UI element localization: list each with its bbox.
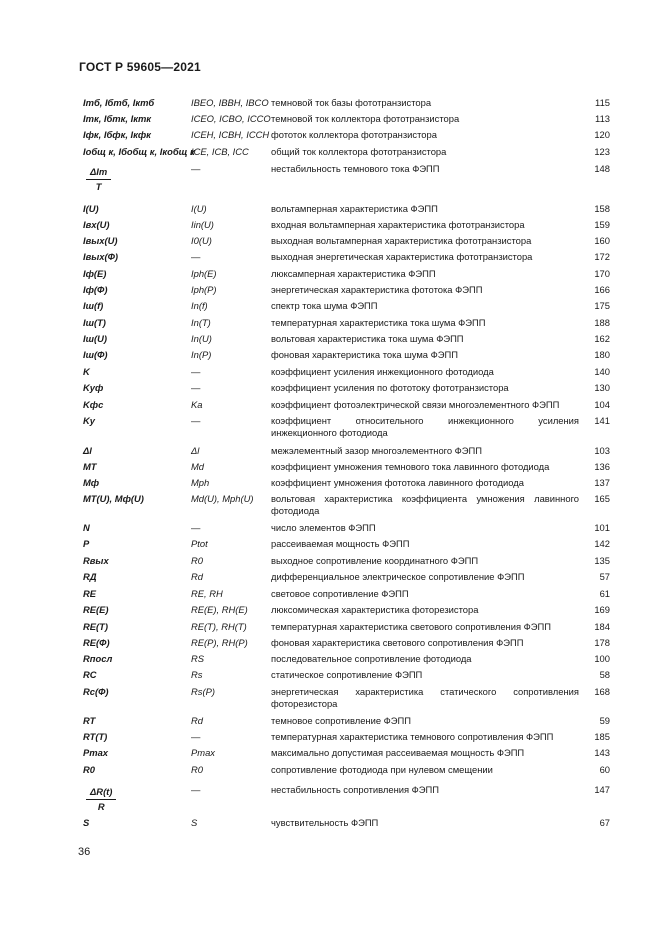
intl-symbol-cell: Iin(U) [191,219,214,230]
description-cell: дифференциальное электрическое сопротивление ФЭПП [271,571,525,582]
symbol-cell: N [83,522,90,533]
description-cell: темновой ток базы фототранзистора [271,97,432,108]
symbol-cell: RE(E) [83,604,109,615]
symbol-cell: RC [83,669,97,680]
intl-symbol-cell: In(f) [191,300,208,311]
page-ref-cell: 170 [594,268,610,279]
symbol-cell: RД [83,571,97,582]
description-cell: чувствительность ФЭПП [271,817,379,828]
page-ref-cell: 160 [594,235,610,246]
fraction-denominator: R [97,801,105,812]
intl-symbol-cell: Rs(P) [191,686,215,697]
page-ref-cell: 165 [594,493,610,504]
symbol-cell: Pmax [83,747,109,758]
page-ref-cell: 130 [594,382,610,393]
intl-symbol-cell: — [191,784,201,795]
page-ref-cell: 103 [594,445,610,456]
description-cell: коэффициент умножения темнового тока лавинного фотодиода [271,461,550,472]
symbol-cell: Iш(Ф) [83,349,108,360]
symbol-cell: Mф [83,477,100,488]
symbol-cell: Iтб, Iбтб, Iктб [83,97,155,108]
intl-symbol-cell: — [191,415,201,426]
page-ref-cell: 184 [594,621,610,632]
description-cell: максимально допустимая рассеиваемая мощность ФЭПП [271,747,525,758]
description-cell: выходная вольтамперная характеристика фототранзистора [271,235,532,246]
page-ref-cell: 61 [599,588,610,599]
symbol-cell: R0 [83,764,95,775]
description-cell: люксомическая характеристика фоторезистора [271,604,479,615]
page-ref-cell: 120 [594,129,610,140]
intl-symbol-cell: Iph(P) [191,284,217,295]
description-cell: коэффициент относительного инжекционного усиления инжекционного фотодиода [271,415,579,438]
description-cell: люксамперная характеристика ФЭПП [271,268,436,279]
page-ref-cell: 59 [599,715,610,726]
intl-symbol-cell: — [191,251,201,262]
symbol-cell: Iвх(U) [83,219,110,230]
symbol-cell: RT [83,715,96,726]
intl-symbol-cell: R0 [191,555,203,566]
description-cell: фоновая характеристика светового сопротивления ФЭПП [271,637,524,648]
page-ref-cell: 100 [594,653,610,664]
intl-symbol-cell: In(U) [191,333,212,344]
description-cell: энергетическая характеристика фототока ФЭПП [271,284,483,295]
description-cell: выходное сопротивление координатного ФЭПП [271,555,479,566]
description-cell: нестабильность сопротивления ФЭПП [271,784,440,795]
description-cell: темновое сопротивление ФЭПП [271,715,412,726]
intl-symbol-cell: — [191,366,201,377]
description-cell: последовательное сопротивление фотодиода [271,653,472,664]
intl-symbol-cell: — [191,163,201,174]
page-ref-cell: 147 [594,784,610,795]
intl-symbol-cell: Ptot [191,538,208,549]
symbol-cell: Rпосл [83,653,113,664]
intl-symbol-cell: Ka [191,399,203,410]
description-cell: фототок коллектора фототранзистора [271,129,437,140]
symbol-cell: Iвых(Ф) [83,251,119,262]
page-ref-cell: 58 [599,669,610,680]
page-number: 36 [78,846,91,858]
page-ref-cell: 113 [595,113,610,124]
description-cell: спектр тока шума ФЭПП [271,300,378,311]
description-cell: темновой ток коллектора фототранзистора [271,113,460,124]
symbol-cell: RT(T) [83,731,108,742]
description-cell: энергетическая характеристика статического сопротивления фоторезистора [271,686,579,709]
intl-symbol-cell: RS [191,653,205,664]
page-ref-cell: 148 [594,163,610,174]
intl-symbol-cell: In(T) [191,317,211,328]
symbol-cell: RE(Ф) [83,637,110,648]
symbol-cell: P [83,538,90,549]
symbol-cell: Iфк, Iбфк, Iкфк [83,129,151,140]
intl-symbol-cell: S [191,817,198,828]
symbol-cell: Kуф [83,382,104,393]
intl-symbol-cell: Δl [191,445,200,456]
description-cell: вольтовая характеристика тока шума ФЭПП [271,333,464,344]
page-ref-cell: 104 [594,399,610,410]
symbol-cell: RE(T) [83,621,108,632]
intl-symbol-cell: Pmax [191,747,215,758]
page-ref-cell: 137 [594,477,610,488]
symbol-cell: K [83,366,90,377]
intl-symbol-cell: RE(E), RH(E) [191,604,248,615]
intl-symbol-cell: — [191,731,201,742]
intl-symbol-cell: Md [191,461,205,472]
symbol-cell: S [83,817,90,828]
page-ref-cell: 178 [594,637,610,648]
intl-symbol-cell: Rs [191,669,203,680]
intl-symbol-cell: RE, RH [191,588,223,599]
page-ref-cell: 67 [599,817,610,828]
description-cell: нестабильность темнового тока ФЭПП [271,163,440,174]
description-cell: фоновая характеристика тока шума ФЭПП [271,349,458,360]
intl-symbol-cell: R0 [191,764,203,775]
intl-symbol-cell: I(U) [191,203,207,214]
description-cell: межэлементный зазор многоэлементного ФЭПП [271,445,483,456]
description-cell: температурная характеристика темнового сопротивления ФЭПП [271,731,554,742]
description-cell: вольтамперная характеристика ФЭПП [271,203,438,214]
page-ref-cell: 123 [594,146,610,157]
symbol-cell: RE [83,588,97,599]
symbol-fraction [86,166,111,193]
intl-symbol-cell: Rd [191,571,203,582]
symbol-cell: Kу [83,415,95,426]
description-cell: входная вольтамперная характеристика фототранзистора [271,219,525,230]
description-cell: коэффициент фотоэлектрической связи многоэлементного ФЭПП [271,399,560,410]
page-ref-cell: 135 [594,555,610,566]
description-cell: коэффициент усиления по фототоку фототранзистора [271,382,509,393]
intl-symbol-cell: IBEO, IBBH, IBCO [191,97,269,108]
page-ref-cell: 158 [594,203,610,214]
symbol-cell: Rc(Ф) [83,686,109,697]
description-cell: общий ток коллектора фототранзистора [271,146,447,157]
symbol-cell: Iвых(U) [83,235,118,246]
description-cell: коэффициент усиления инжекционного фотодиода [271,366,494,377]
intl-symbol-cell: — [191,382,201,393]
intl-symbol-cell: ICEH, ICBH, ICCH [191,129,270,140]
page-ref-cell: 185 [594,731,610,742]
page-ref-cell: 166 [594,284,610,295]
symbol-cell: MT(U), Mф(U) [83,493,144,504]
intl-symbol-cell: ICEO, ICBO, ICCO [191,113,271,124]
intl-symbol-cell: — [191,522,201,533]
symbol-cell: Iш(T) [83,317,106,328]
symbol-cell: Kфс [83,399,104,410]
description-cell: температурная характеристика тока шума ФЭПП [271,317,486,328]
intl-symbol-cell: RE(T), RH(T) [191,621,247,632]
description-cell: световое сопротивление ФЭПП [271,588,409,599]
page-ref-cell: 57 [599,571,610,582]
symbol-cell: Rвых [83,555,109,566]
symbol-cell: Iобщ к, Iбобщ к, Iкобщ к [83,146,195,157]
intl-symbol-cell: Md(U), Mph(U) [191,493,254,504]
intl-symbol-cell: I0(U) [191,235,212,246]
description-cell: выходная энергетическая характеристика фототранзистора [271,251,533,262]
symbol-cell: MT [83,461,97,472]
description-cell: сопротивление фотодиода при нулевом смещении [271,764,493,775]
symbol-cell: Iф(Ф) [83,284,108,295]
fraction-denominator: T [95,181,102,192]
fraction-numerator: ΔIт [86,166,111,180]
page-ref-cell: 142 [594,538,610,549]
page-ref-cell: 159 [594,219,610,230]
symbol-fraction [86,786,116,813]
page-ref-cell: 180 [594,349,610,360]
page-ref-cell: 175 [594,300,610,311]
page-ref-cell: 169 [594,604,610,615]
intl-symbol-cell: RE(P), RH(P) [191,637,248,648]
page-ref-cell: 143 [594,747,610,758]
page-ref-cell: 101 [594,522,610,533]
description-cell: рассеиваемая мощность ФЭПП [271,538,410,549]
page-ref-cell: 188 [594,317,610,328]
page-ref-cell: 140 [594,366,610,377]
page-ref-cell: 162 [594,333,610,344]
symbol-cell: Iф(E) [83,268,107,279]
symbol-cell: Iтк, Iбтк, Iктк [83,113,152,124]
intl-symbol-cell: Iph(E) [191,268,217,279]
page-ref-cell: 172 [594,251,610,262]
symbol-cell: Δl [83,445,92,456]
intl-symbol-cell: In(P) [191,349,212,360]
page-ref-cell: 141 [594,415,610,426]
intl-symbol-cell: Mph [191,477,210,488]
description-cell: коэффициент умножения фототока лавинного фотодиода [271,477,524,488]
symbol-cell: Iш(U) [83,333,107,344]
symbol-cell: Iш(f) [83,300,104,311]
document-header: ГОСТ Р 59605—2021 [79,60,201,74]
intl-symbol-cell: Rd [191,715,203,726]
description-cell: температурная характеристика светового сопротивления ФЭПП [271,621,551,632]
description-cell: вольтовая характеристика коэффициента умножения лавинного фотодиода [271,493,579,516]
intl-symbol-cell: ICE, ICB, ICC [191,146,249,157]
page-ref-cell: 168 [594,686,610,697]
fraction-numerator: ΔR(t) [86,786,116,800]
description-cell: число элементов ФЭПП [271,522,376,533]
page-ref-cell: 60 [599,764,610,775]
page-ref-cell: 115 [595,97,610,108]
description-cell: статическое сопротивление ФЭПП [271,669,423,680]
symbol-cell: I(U) [83,203,99,214]
page-ref-cell: 136 [594,461,610,472]
